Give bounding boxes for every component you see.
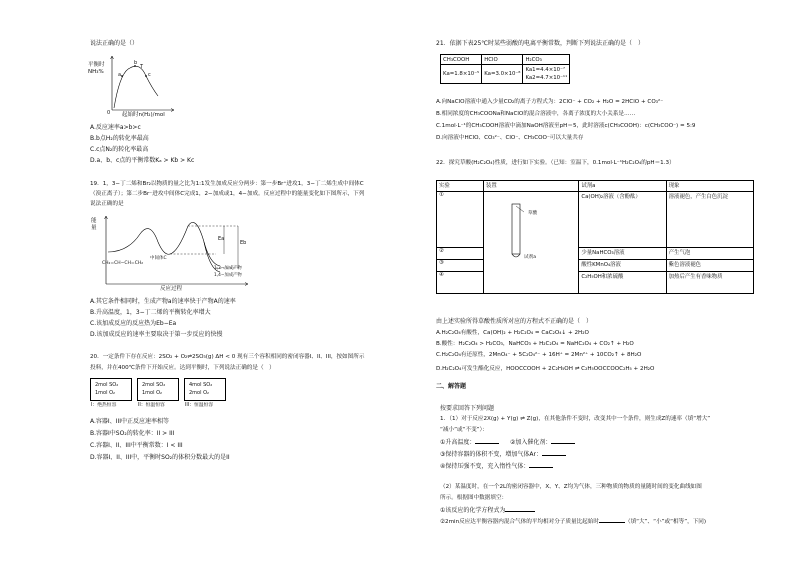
energy-diagram — [88, 212, 258, 294]
q22-intro: 由上述实验所得草酸性质所对应的方程式不正确的是（ ） — [436, 318, 593, 325]
q22-option-b: B.酸性：H₂C₂O₄ > H₂CO₃，NaHCO₃ + H₂C₂O₄ = NaHC₂O₄ + CO₂↑ + H₂O — [436, 341, 634, 347]
exp-header-apparatus: 装置 — [484, 181, 579, 192]
exp-row-1-reagent — [579, 192, 666, 248]
q23-item-4-text: ④保持压强不变，充入惰性气体： — [440, 463, 530, 470]
q21-option-a: A.向NaClO溶液中通入少量CO₂的离子方程式为：2ClO⁻ + CO₂ + H₂O = 2HClO + CO₃²⁻ — [436, 99, 664, 105]
q21-line: 21．依据下表25℃时某些弱酸的电离平衡常数，判断下列说法正确的是（ ） — [436, 40, 645, 47]
container-2-line1: 2mol SO₂ — [142, 382, 166, 388]
q21-option-b: B.相同浓度的CH₃COONa和NaClO的混合溶液中，各离子浓度的大小关系是…… — [436, 111, 636, 117]
container-3-caption: III：恒温恒容 — [185, 403, 214, 408]
q23-2-line-2: 所示。根据图中数据填空： — [440, 495, 508, 501]
q23-item-2-text: ②加入催化剂： — [510, 439, 552, 446]
apparatus-bottom-label: 试剂a — [524, 255, 537, 260]
energy-p12-label: 1,2−加成产物 — [214, 266, 242, 271]
q19-line-3: 说法正确的是 — [90, 201, 124, 207]
q23-2-item-1-blank[interactable] — [505, 506, 535, 512]
q22-option-d: D.H₂C₂O₄可发生酯化反应，HOOCCOOH + 2C₂H₅OH ⇌ C₂H₅OOCCOOC₂H₅ + 2H₂O — [436, 366, 655, 372]
q23-item-1-blank[interactable] — [475, 438, 499, 444]
exp-header-reagent: 试剂a — [579, 181, 666, 192]
container-1-caption: I：绝热恒容 — [91, 403, 117, 408]
ka-header-h2co3: H₂CO₃ — [523, 55, 570, 65]
energy-ylabel: 能量 — [91, 218, 97, 231]
exp-row-2-phenomenon: 产生气泡 — [666, 248, 753, 260]
q18-option-d: D.a、b、c点的平衡常数Kₐ > Kb > Kc — [90, 157, 195, 164]
energy-p14-label: 1,4−加成产物 — [214, 273, 242, 278]
q19-option-b: B.升高温度，1，3−丁二烯的平衡转化率增大 — [90, 309, 211, 316]
q18-option-b: B.b点H₂的转化率最高 — [90, 135, 149, 142]
q23-2-item-1 — [440, 506, 535, 514]
energy-xlabel: 反应过程 — [160, 286, 183, 292]
container-1-line2: 1mol O₂ — [95, 390, 116, 396]
exp-row-4-phenomenon — [666, 272, 753, 294]
q21-option-d: D.向溶液中HClO、CO₃²⁻、ClO⁻、CH₃COO⁻可以大量共存 — [436, 135, 584, 141]
q23-2-item-2-suffix: （填“大”、“小”或“相等”，下同) — [624, 519, 707, 525]
q20-line-1: 20．一定条件下存在反应：2SO₂ + O₂⇌2SO₃(g) ΔH < 0 现有三个容积相同的密闭容器I、II、III，按如图所示 — [90, 354, 365, 360]
section-2-heading: 二、解答题 — [436, 383, 467, 390]
exp-row-1-reagent-text: Ca(OH)₂溶液（含酚酞） — [581, 194, 641, 200]
container-2 — [137, 378, 179, 401]
exp-row-4-phenomenon-text: 加热后产生有香味物质 — [668, 274, 723, 280]
q23-item-3-text: ③保持容器的体积不变，增加气体Ar： — [440, 451, 542, 458]
experiment-table — [436, 180, 754, 294]
q23-intro: 按要求回答下列问题 — [440, 405, 495, 412]
q23-2-item-2 — [440, 517, 706, 526]
q23-item-2 — [510, 438, 575, 446]
q22-line: 22．探究草酸(H₂C₂O₄)性质，进行如下实验。（已知：室温下，0.1mol·L⁻¹H₂C₂O₄的pH＝1.3） — [436, 160, 675, 166]
point-a-label: a — [118, 72, 122, 78]
q23-line-2: “减小”或“不变”）： — [440, 427, 488, 433]
q23-2-item-1-text: ①该反应的化学方程式为 — [440, 507, 506, 514]
q20-line-2: 投料，并在400℃条件下开始反应。达到平衡时，下列说法正确的是（ ） — [90, 365, 275, 371]
exp-header-num: 实验 — [437, 181, 484, 192]
apparatus-top-label: 草酸 — [528, 211, 538, 216]
container-3-line1: 4mol SO₂ — [189, 382, 213, 388]
q20-option-b: B.容器I中SO₂的转化率：II > III — [90, 430, 175, 437]
ka-header-hclo: HClO — [482, 55, 523, 65]
q23-2-line-1: （2）某温度时，在一个2L的密闭容器中，X、Y、Z均为气体，三种物质的物质的量随时间的变化曲线如图 — [440, 484, 702, 490]
q23-item-4 — [440, 462, 553, 470]
energy-ea-label: Ea — [218, 236, 225, 242]
exp-row-4-num: ④ — [437, 272, 484, 294]
exp-row-3-phenomenon: 紫色溶液褪色 — [666, 260, 753, 272]
curve-t-label: T — [140, 64, 144, 70]
q23-item-3 — [440, 450, 566, 458]
ka-value-hclo: Ka=3.0×10⁻⁸ — [482, 65, 523, 84]
exp-row-3-num: ③ — [437, 260, 484, 272]
container-3-line2: 2mol O₂ — [189, 390, 210, 396]
q23-2-item-2-text: ②2min反应达平衡容器内混合气体的平均相对分子质量比起始时 — [440, 519, 599, 525]
q19-option-d: D.该加成反应的速率主要取决于第一步反应的快慢 — [90, 331, 223, 338]
container-1-line1: 2mol SO₂ — [95, 382, 119, 388]
ka-value-h2co3 — [523, 65, 570, 84]
ka-header-ch3cooh: CH₃COOH — [441, 55, 482, 65]
q18-intro: 说法正确的是（） — [90, 40, 139, 47]
energy-reactant: CH₂=CH−CH=CH₂ — [102, 261, 144, 266]
ka2-value: Ka2=4.7×10⁻¹¹ — [525, 75, 568, 81]
exp-row-3-reagent: 酸性KMnO₄溶液 — [579, 260, 666, 272]
container-2-line2: 1mol O₂ — [142, 390, 163, 396]
energy-eb-label: Eb — [240, 240, 247, 246]
q19-line-1: 19．1，3−丁二烯和Br₂以物质的量之比为1:1发生加成反应分两步：第一步Br⁺进攻1，3−丁二烯生成中间体C — [90, 181, 364, 187]
energy-intermediate: 中间体C — [150, 256, 167, 261]
q21-option-c: C.1mol·L⁻¹的CH₃COOH溶液中滴加NaOH溶液至pH＝5，此时溶液c(CH₃COOH)：c(CH₃COO⁻) = 5:9 — [436, 123, 696, 129]
ka-value-ch3cooh: Ka=1.8×10⁻⁵ — [441, 65, 482, 84]
point-c-label: c — [148, 72, 151, 78]
ka1-value: Ka1=4.4×10⁻⁷ — [525, 67, 566, 73]
nh3-xlabel: 起始时n(H₂)/mol — [122, 112, 165, 118]
exp-row-1-phenomenon — [666, 192, 753, 248]
q20-option-a: A.容器I、III中正反应速率相等 — [90, 418, 169, 425]
q23-line-1: 1．（1）对于反应2X(g) + Y(g) ⇌ Z(g)，在其他条件不变时，改变其中一个条件，则生成Z的速率（填“增大” — [440, 416, 711, 422]
exp-row-1-num: ① — [437, 192, 484, 248]
q19-option-c: C.该加成反应的反应热为Eb−Ea — [90, 320, 177, 327]
q23-item-1-text: ①升高温度： — [440, 439, 476, 446]
q22-option-a: A.H₂C₂O₄有酸性，Ca(OH)₂ + H₂C₂O₄ = CaC₂O₄↓ + 2H₂O — [436, 330, 589, 336]
exp-apparatus — [484, 192, 579, 294]
exp-row-4-reagent: C₂H₅OH和浓硫酸 — [579, 272, 666, 294]
q19-line-2: （溴正离子）；第二步Br⁻进攻中间体C完成1，2−加成或1，4−加成。反应过程中的能量变化如下图所示，下列 — [90, 191, 365, 197]
exp-row-1-phenomenon-text: 溶液褪色，产生白色沉淀 — [668, 194, 728, 200]
ka-table — [440, 54, 570, 84]
q20-option-d: D.容器I、II、III中，平衡时SO₂的体积分数最大的是II — [90, 454, 230, 461]
q18-option-a: A.反应速率a>b>c — [90, 124, 141, 131]
q20-option-c: C.容器I、II、III中平衡常数：I < III — [90, 442, 183, 449]
q18-option-c: C.c点N₂的转化率最高 — [90, 146, 149, 153]
q19-option-a: A.其它条件相同时，生成产物a的速率快于产物A的速率 — [90, 298, 236, 305]
q23-item-1 — [440, 438, 499, 446]
exp-row-2-num: ② — [437, 248, 484, 260]
test-tube-icon — [506, 202, 530, 262]
q23-item-3-blank[interactable] — [542, 450, 566, 456]
q23-item-2-blank[interactable] — [551, 438, 575, 444]
q23-item-4-blank[interactable] — [529, 462, 553, 468]
point-b-label: b — [134, 60, 138, 66]
container-2-caption: II：恒温恒容 — [138, 403, 165, 408]
container-1 — [90, 378, 132, 401]
q23-2-item-2-blank[interactable] — [599, 517, 625, 523]
exp-row-2-reagent: 少量NaHCO₃溶液 — [579, 248, 666, 260]
q22-option-c: C.H₂C₂O₄有还原性，2MnO₄⁻ + 5C₂O₄²⁻ + 16H⁺ = 2Mn²⁺ + 10CO₂↑ + 8H₂O — [436, 352, 642, 358]
exp-header-phenomenon: 现象 — [666, 181, 753, 192]
container-3 — [184, 378, 226, 401]
nh3-origin: 0 — [107, 110, 111, 116]
nh3-ylabel: 平衡时NH₃% — [88, 62, 105, 75]
